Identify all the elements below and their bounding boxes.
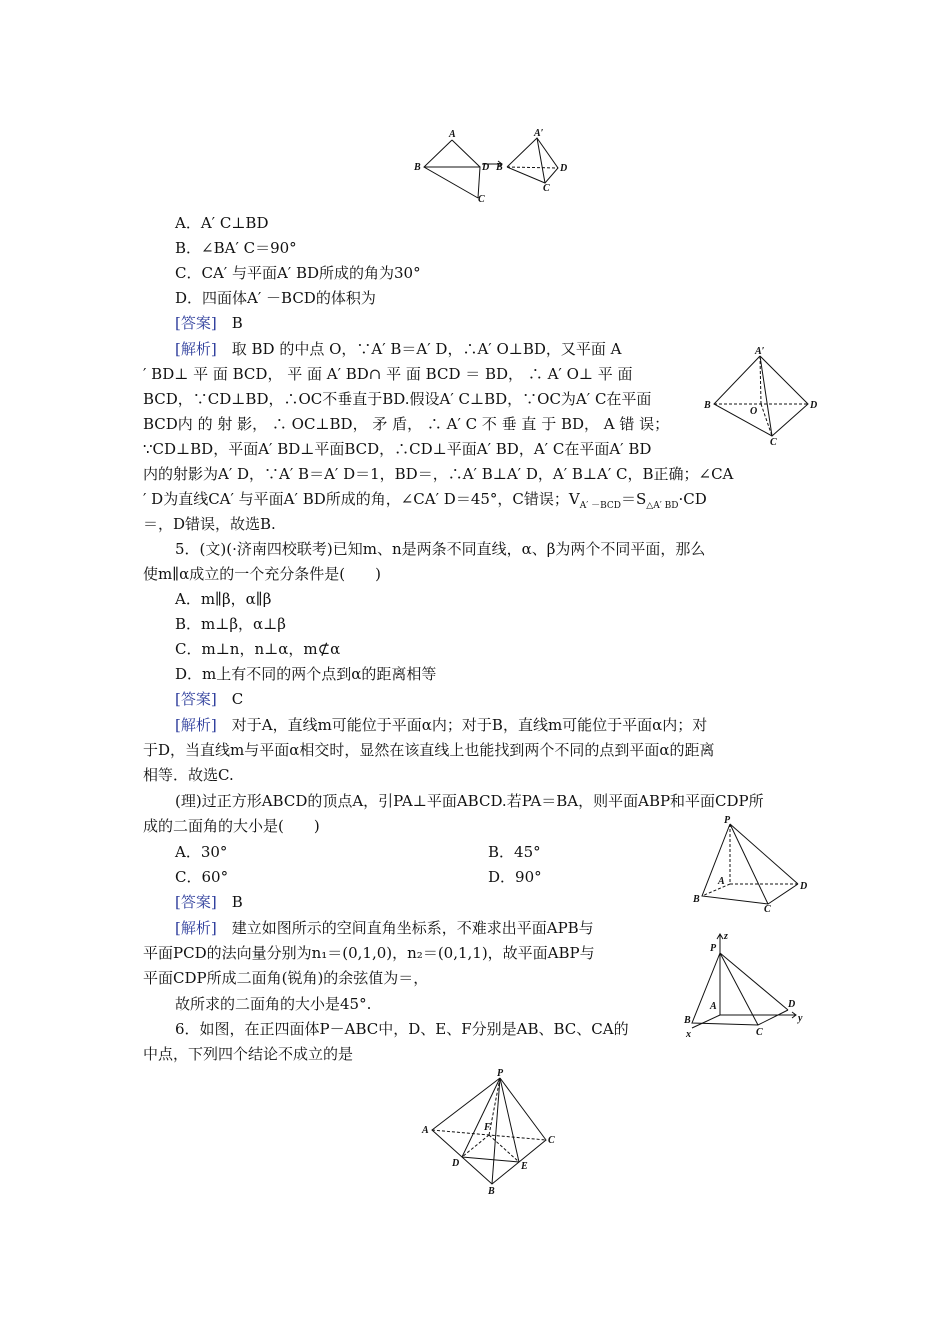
fig5-label: A xyxy=(422,1125,429,1136)
q5-analysis-line: 相等．故选C. xyxy=(143,766,234,784)
fig4-label: y xyxy=(798,1013,803,1024)
q5-analysis-line: [解析] 对于A，直线m可能位于平面α内；对于B，直线m可能位于平面α内；对 xyxy=(175,716,708,734)
q4-analysis-line: BCD内 的 射 影， ∴ OC⊥BD， 矛 盾， ∴ A′ C 不 垂 直 于 BD， A 错 误； xyxy=(143,415,670,433)
q5-analysis-line: 于D，当直线m与平面α相交时，显然在该直线上也能找到两个不同的点到平面α的距离 xyxy=(143,741,715,759)
q5-stem-line: 使m∥α成立的一个充分条件是( ) xyxy=(143,565,381,583)
q5-answer: [答案] C xyxy=(175,690,244,708)
fig4-label: A xyxy=(710,1001,717,1012)
fig2-label: O xyxy=(750,406,758,417)
fig5-label: B xyxy=(488,1186,495,1197)
figure-tetrahedron-pabc xyxy=(420,1068,570,1198)
q5-option-b: B．m⊥β，α⊥β xyxy=(175,615,286,633)
fig2-label: A′ xyxy=(755,346,765,357)
fig3-label: B xyxy=(693,894,700,905)
q4-analysis-line: ′ BD⊥ 平 面 BCD， 平 面 A′ BD∩ 平 面 BCD ＝ BD， ∴ A′ O⊥ 平 面 xyxy=(143,365,633,383)
q5b-option-c: C．60° xyxy=(175,868,229,886)
q5b-analysis-line: 平面PCD的法向量分别为n₁＝(0,1,0)，n₂＝(0,1,1)，故平面ABP与 xyxy=(143,944,595,962)
fig4-label: P xyxy=(710,943,717,954)
figure-folding-triangle xyxy=(410,128,570,204)
q4-analysis-line: ∵CD⊥BD，平面A′ BD⊥平面BCD，∴CD⊥平面A′ BD，A′ C在平面A′ BD xyxy=(143,440,652,458)
fig1-label: C xyxy=(543,183,550,194)
fig1-label: A′ xyxy=(534,128,544,139)
fig5-label: D xyxy=(452,1158,460,1169)
q4-answer: [答案] B xyxy=(175,314,243,332)
fig2-label: B xyxy=(704,400,711,411)
q5b-stem-line: 成的二面角的大小是( ) xyxy=(143,817,320,835)
q4-analysis-line: ＝，D错误，故选B. xyxy=(143,515,276,533)
fig4-label: C xyxy=(756,1027,763,1038)
q4-analysis-line: [解析] 取 BD 的中点 O，∵A′ B＝A′ D，∴A′ O⊥BD，又平面 A xyxy=(175,340,622,358)
q4-option-d: D．四面体A′ －BCD的体积为 xyxy=(175,289,376,307)
fig5-label: F xyxy=(484,1122,491,1133)
q4-option-a: A．A′ C⊥BD xyxy=(175,214,269,232)
fig1-label: A xyxy=(449,129,456,140)
q6-stem-line: 中点，下列四个结论不成立的是 xyxy=(143,1045,354,1063)
q5b-option-d: D．90° xyxy=(488,868,542,886)
q5-option-c: C．m⊥n，n⊥α，m⊄α xyxy=(175,640,341,658)
fig3-label: D xyxy=(800,881,808,892)
q5b-analysis-line: [解析] 建立如图所示的空间直角坐标系，不难求出平面APB与 xyxy=(175,919,594,937)
figure-tetrahedron-abcd xyxy=(700,346,820,446)
q5b-stem-line: (理)过正方形ABCD的顶点A，引PA⊥平面ABCD.若PA＝BA，则平面ABP和平面CDP所 xyxy=(175,792,764,810)
fig3-label: A xyxy=(718,876,725,887)
fig5-label: C xyxy=(548,1135,555,1146)
q5b-answer: [答案] B xyxy=(175,893,243,911)
fig1-label: D xyxy=(560,163,568,174)
q5b-analysis-line: 故所求的二面角的大小是45°. xyxy=(175,995,372,1013)
q6-stem-line: 6．如图，在正四面体P－ABC中，D、E、F分别是AB、BC、CA的 xyxy=(175,1020,629,1038)
fig4-label: D xyxy=(788,999,796,1010)
q5-option-d: D．m上有不同的两个点到α的距离相等 xyxy=(175,665,437,683)
figure-pyramid-pabcd xyxy=(688,814,813,914)
q5b-analysis-line: 平面CDP所成二面角(锐角)的余弦值为＝， xyxy=(143,969,429,987)
q4-option-c: C．CA′ 与平面A′ BD所成的角为30° xyxy=(175,264,421,282)
fig4-label: z xyxy=(724,931,728,942)
fig4-label: x xyxy=(686,1029,691,1040)
fig3-label: P xyxy=(724,815,731,826)
q4-analysis-line: 内的射影为A′ D，∵A′ B＝A′ D＝1，BD＝，∴A′ B⊥A′ D，A′ B⊥A′ C，B正确；∠CA xyxy=(143,465,734,483)
fig1-label: B xyxy=(496,162,503,173)
fig2-label: D xyxy=(810,400,818,411)
q4-analysis-line: ′ D为直线CA′ 与平面A′ BD所成的角，∠CA′ D＝45°，C错误；$V_{A' -BCD}=S_{\triangle A' BD}\cdot CD$ xyxy=(143,490,707,511)
q4-option-b: B．∠BA′ C＝90° xyxy=(175,239,297,257)
q5b-option-a: A．30° xyxy=(175,843,228,861)
figure-coordinate-pyramid xyxy=(678,925,813,1040)
fig4-label: B xyxy=(684,1015,691,1026)
q5-stem-line: 5．(文)(·济南四校联考)已知m、n是两条不同直线，α、β为两个不同平面，那么 xyxy=(175,540,706,558)
fig1-label: C xyxy=(478,194,485,204)
q5b-option-b: B．45° xyxy=(488,843,541,861)
fig3-label: C xyxy=(764,904,771,914)
fig1-label: B xyxy=(414,162,421,173)
fig1-label: D xyxy=(482,162,490,173)
q5-option-a: A．m∥β，α∥β xyxy=(175,590,272,608)
q4-analysis-line: BCD，∵CD⊥BD，∴OC不垂直于BD.假设A′ C⊥BD，∵OC为A′ C在平面 xyxy=(143,390,652,408)
fig2-label: C xyxy=(770,437,777,446)
fig5-label: P xyxy=(497,1068,504,1079)
fig5-label: E xyxy=(521,1161,528,1172)
